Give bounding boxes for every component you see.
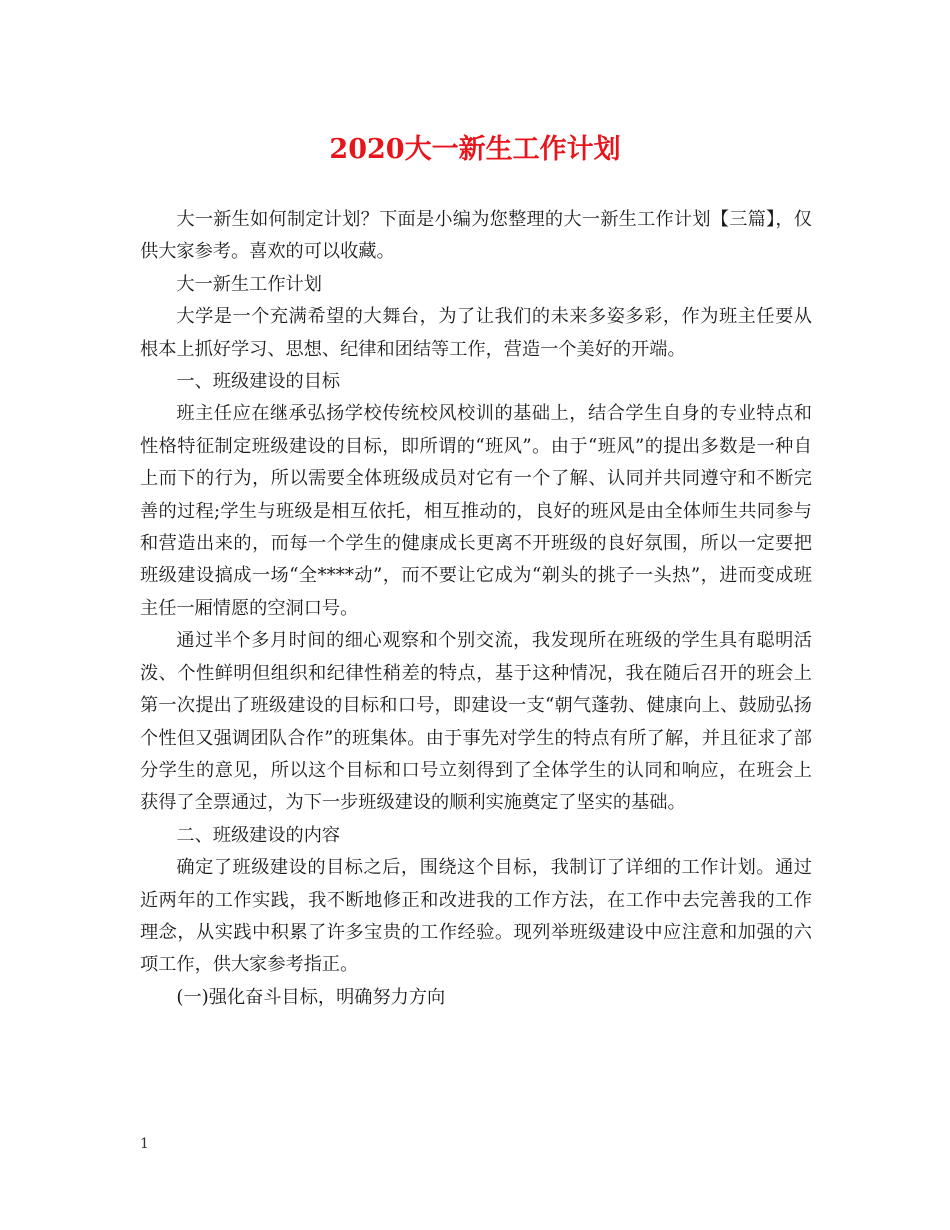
section-heading: 大一新生工作计划 xyxy=(176,273,322,295)
subsection-heading: (一)强化奋斗目标，明确努力方向 xyxy=(176,986,446,1008)
document-body xyxy=(140,204,812,1014)
subsection-heading: 一、班级建设的目标 xyxy=(176,371,341,393)
page-number: 1 xyxy=(140,1136,149,1152)
body-paragraph: 通过半个多月时间的细心观察和个别交流，我发现所在班级的学生具有聪明活泼、个性鲜明但组织和纪律性稍差的特点，基于这种情况，我在随后召开的班会上第一次提出了班级建设的目标和口号，即建设一支“朝气蓬勃、健康向上、鼓励弘扬个性但又强调团队合作”的班集体。由于事先对学生的特点有所了解，并且征求了部分学生的意见，所以这个目标和口号立刻得到了全体学生的认同和响应，在班会上获得了全票通过，为下一步班级建设的顺利实施奠定了坚实的基础。 xyxy=(140,630,812,814)
body-paragraph: 班主任应在继承弘扬学校传统校风校训的基础上，结合学生自身的专业特点和性格特征制定班级建设的目标，即所谓的“班风”。由于“班风”的提出多数是一种自上而下的行为，所以需要全体班级成员对它有一个了解、认同并共同遵守和不断完善的过程;学生与班级是相互依托，相互推动的，良好的班风是由全体师生共同参与和营造出来的，而每一个学生的健康成长更离不开班级的良好氛围，所以一定要把班级建设搞成一场“全****动”，而不要让它成为“剃头的挑子一头热”，进而变成班主任一厢情愿的空洞口号。 xyxy=(140,403,812,619)
body-paragraph: 确定了班级建设的目标之后，围绕这个目标，我制订了详细的工作计划。通过近两年的工作实践，我不断地修正和改进我的工作方法，在工作中去完善我的工作理念，从实践中积累了许多宝贵的工作经验。现列举班级建设中应注意和加强的六项工作，供大家参考指正。 xyxy=(140,857,812,976)
document-title: 2020大一新生工作计划 xyxy=(329,134,621,165)
body-paragraph: 大学是一个充满希望的大舞台，为了让我们的未来多姿多彩，作为班主任要从根本上抓好学习、思想、纪律和团结等工作，营造一个美好的开端。 xyxy=(140,306,812,360)
subsection-heading: 二、班级建设的内容 xyxy=(176,824,341,846)
intro-paragraph: 大一新生如何制定计划？下面是小编为您整理的大一新生工作计划【三篇】，仅供大家参考。喜欢的可以收藏。 xyxy=(140,209,812,263)
